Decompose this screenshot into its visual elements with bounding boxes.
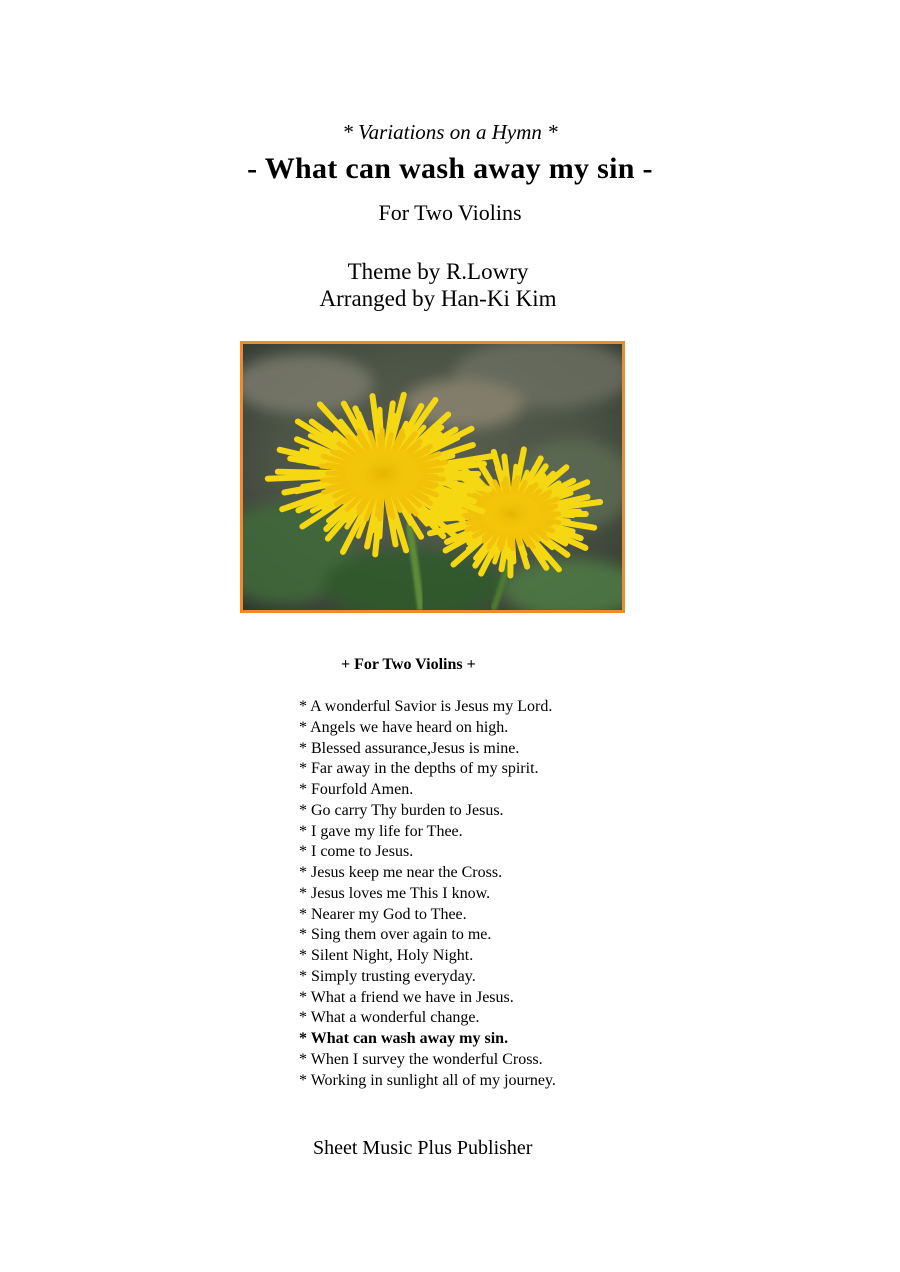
hymn-list <box>299 697 556 1091</box>
theme-credit: Theme by R.Lowry <box>347 259 529 284</box>
list-item: * Far away in the depths of my spirit. <box>299 760 539 778</box>
list-item: * Nearer my God to Thee. <box>299 905 467 923</box>
flower-center <box>344 446 422 502</box>
list-item: * A wonderful Savior is Jesus my Lord. <box>299 698 553 715</box>
dandelion-photo <box>240 341 625 613</box>
list-item: * I come to Jesus. <box>299 843 414 861</box>
arranger-credit: Arranged by Han-Ki Kim <box>319 286 557 311</box>
publisher: Sheet Music Plus Publisher <box>313 1137 533 1159</box>
list-item: * Silent Night, Holy Night. <box>299 947 474 964</box>
list-item: * Working in sunlight all of my journey. <box>299 1071 556 1089</box>
list-item: * Angels we have heard on high. <box>299 718 509 736</box>
list-item: * What a friend we have in Jesus. <box>299 988 514 1006</box>
page-title: - What can wash away my sin - <box>247 152 653 185</box>
list-item: * When I survey the wonderful Cross. <box>299 1050 543 1068</box>
dandelion-image <box>243 344 622 610</box>
list-item: * I gave my life for Thee. <box>299 822 463 840</box>
list-item: * Jesus loves me This I know. <box>299 884 491 902</box>
collection-heading: + For Two Violins + <box>341 656 476 673</box>
instrumentation: For Two Violins <box>378 200 522 225</box>
subtitle: * Variations on a Hymn * <box>342 120 558 144</box>
list-item: * Jesus keep me near the Cross. <box>299 864 503 881</box>
flower-center <box>480 492 542 536</box>
list-item: * Go carry Thy burden to Jesus. <box>299 801 504 819</box>
list-item: * Fourfold Amen. <box>299 781 414 798</box>
list-item: * Blessed assurance,Jesus is mine. <box>299 739 520 757</box>
list-item: * What can wash away my sin. <box>299 1030 509 1047</box>
list-item: * What a wonderful change. <box>299 1009 480 1027</box>
list-item: * Simply trusting everyday. <box>299 967 476 985</box>
list-item: * Sing them over again to me. <box>299 926 492 944</box>
